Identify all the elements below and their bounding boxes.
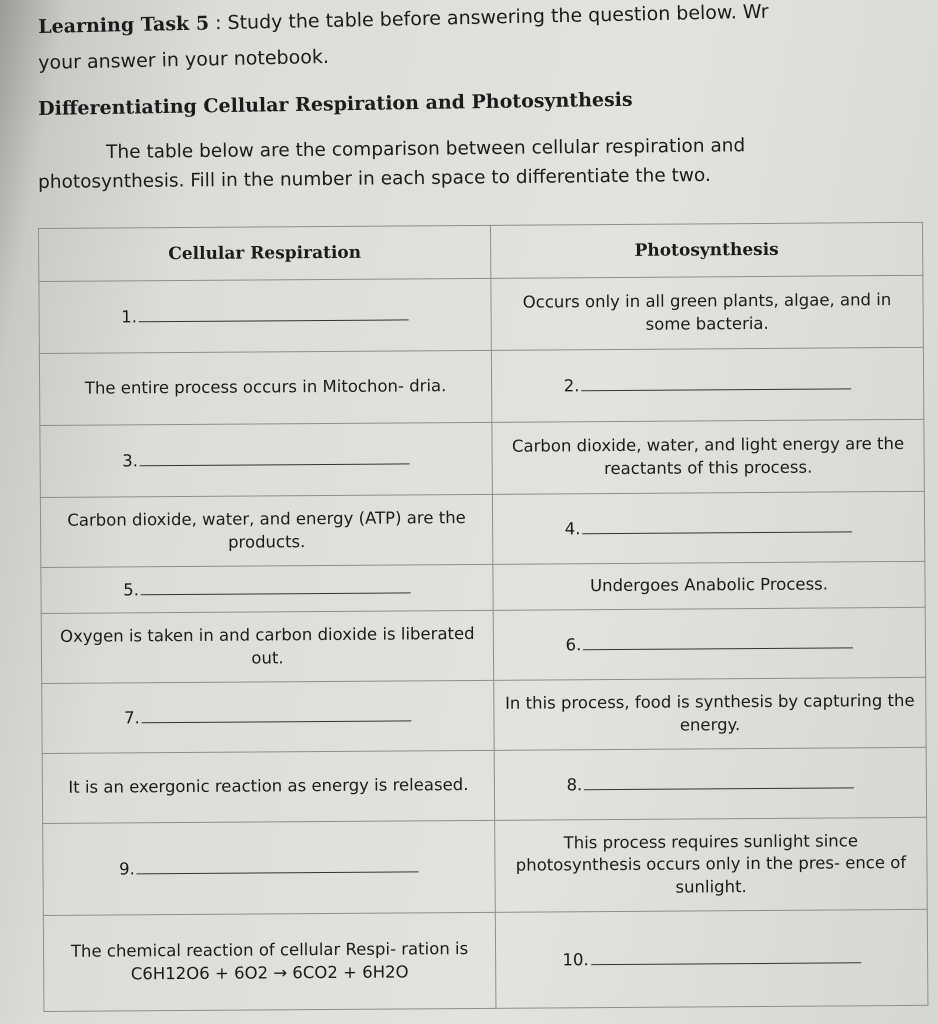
cell-left: Carbon dioxide, water, and energy (ATP) are the products.: [40, 494, 492, 567]
task-instruction-1: Study the table before answering the question below. Wr: [227, 0, 769, 35]
header-photosynthesis: Photosynthesis: [490, 222, 922, 278]
answer-blank: [139, 303, 409, 322]
answer-blank: [142, 704, 412, 723]
table-row: [42, 677, 926, 753]
answer-blank: [582, 515, 852, 534]
intro-line-1: The table below are the comparison between cellular respiration and: [106, 135, 746, 163]
cell-left: The entire process occurs in Mitochon- dria.: [39, 350, 491, 425]
task-colon: :: [208, 12, 228, 35]
blank-number: 7.: [123, 708, 140, 728]
cell-right: [492, 491, 924, 564]
answer-blank: [581, 372, 851, 391]
cell-right: Occurs only in all green plants, algae, and in some bacteria.: [491, 275, 923, 350]
cell-left: [42, 680, 494, 753]
table-row: [41, 561, 925, 613]
cell-left: [40, 422, 492, 497]
table-row: [41, 607, 925, 683]
answer-blank: [137, 855, 419, 874]
task-line-1: [38, 1, 769, 38]
cell-left: It is an exergonic reaction as energy is released.: [42, 750, 494, 823]
cell-left: Oxygen is taken in and carbon dioxide is liberated out.: [41, 610, 493, 683]
intro-line-2: photosynthesis. Fill in the number in each space to differentiate the two.: [38, 164, 711, 193]
cell-left: [43, 820, 496, 915]
blank-number: 6.: [565, 635, 582, 655]
blank-number: 1.: [121, 307, 138, 327]
blank-number: 10.: [562, 950, 589, 970]
task-label: Learning Task 5: [38, 12, 210, 38]
cell-right: [495, 909, 928, 1008]
cell-left: [39, 278, 491, 353]
answer-blank: [140, 447, 410, 466]
blank-number: 9.: [119, 859, 135, 879]
cell-right: Undergoes Anabolic Process.: [493, 561, 925, 610]
answer-blank: [141, 576, 411, 595]
table-row: [39, 275, 923, 353]
blank-number: 8.: [566, 775, 583, 795]
cell-right: This process requires sunlight since photosynthesis occurs only in the pres- ence of sunlight.: [495, 817, 928, 912]
table-row: [42, 747, 926, 823]
answer-blank: [583, 631, 853, 650]
cell-right: [491, 347, 923, 422]
table-row: [40, 491, 924, 567]
table-row: [43, 817, 928, 915]
cell-left: The chemical reaction of cellular Respi- ration is C6H12O6 + 6O2 → 6CO2 + 6H2O: [43, 912, 496, 1011]
cell-right: [494, 747, 926, 820]
blank-number: 2.: [563, 376, 580, 396]
answer-blank: [584, 771, 854, 790]
table-row: [43, 909, 928, 1011]
table-header-row: [39, 222, 923, 281]
cell-right: In this process, food is synthesis by capturing the energy.: [494, 677, 926, 750]
cell-right: Carbon dioxide, water, and light energy are the reactants of this process.: [492, 419, 924, 494]
answer-blank: [591, 946, 861, 965]
cell-left: [41, 564, 493, 613]
task-instruction-2: your answer in your notebook.: [38, 45, 330, 74]
cell-right: [493, 607, 925, 680]
blank-number: 3.: [122, 451, 139, 471]
table-row: [39, 347, 923, 425]
table-row: [40, 419, 924, 497]
comparison-table: [38, 222, 928, 1012]
blank-number: 5.: [123, 580, 139, 600]
section-heading: Differentiating Cellular Respiration and Photosynthesis: [38, 88, 633, 120]
header-cellular-respiration: Cellular Respiration: [39, 225, 491, 281]
blank-number: 4.: [564, 519, 581, 539]
